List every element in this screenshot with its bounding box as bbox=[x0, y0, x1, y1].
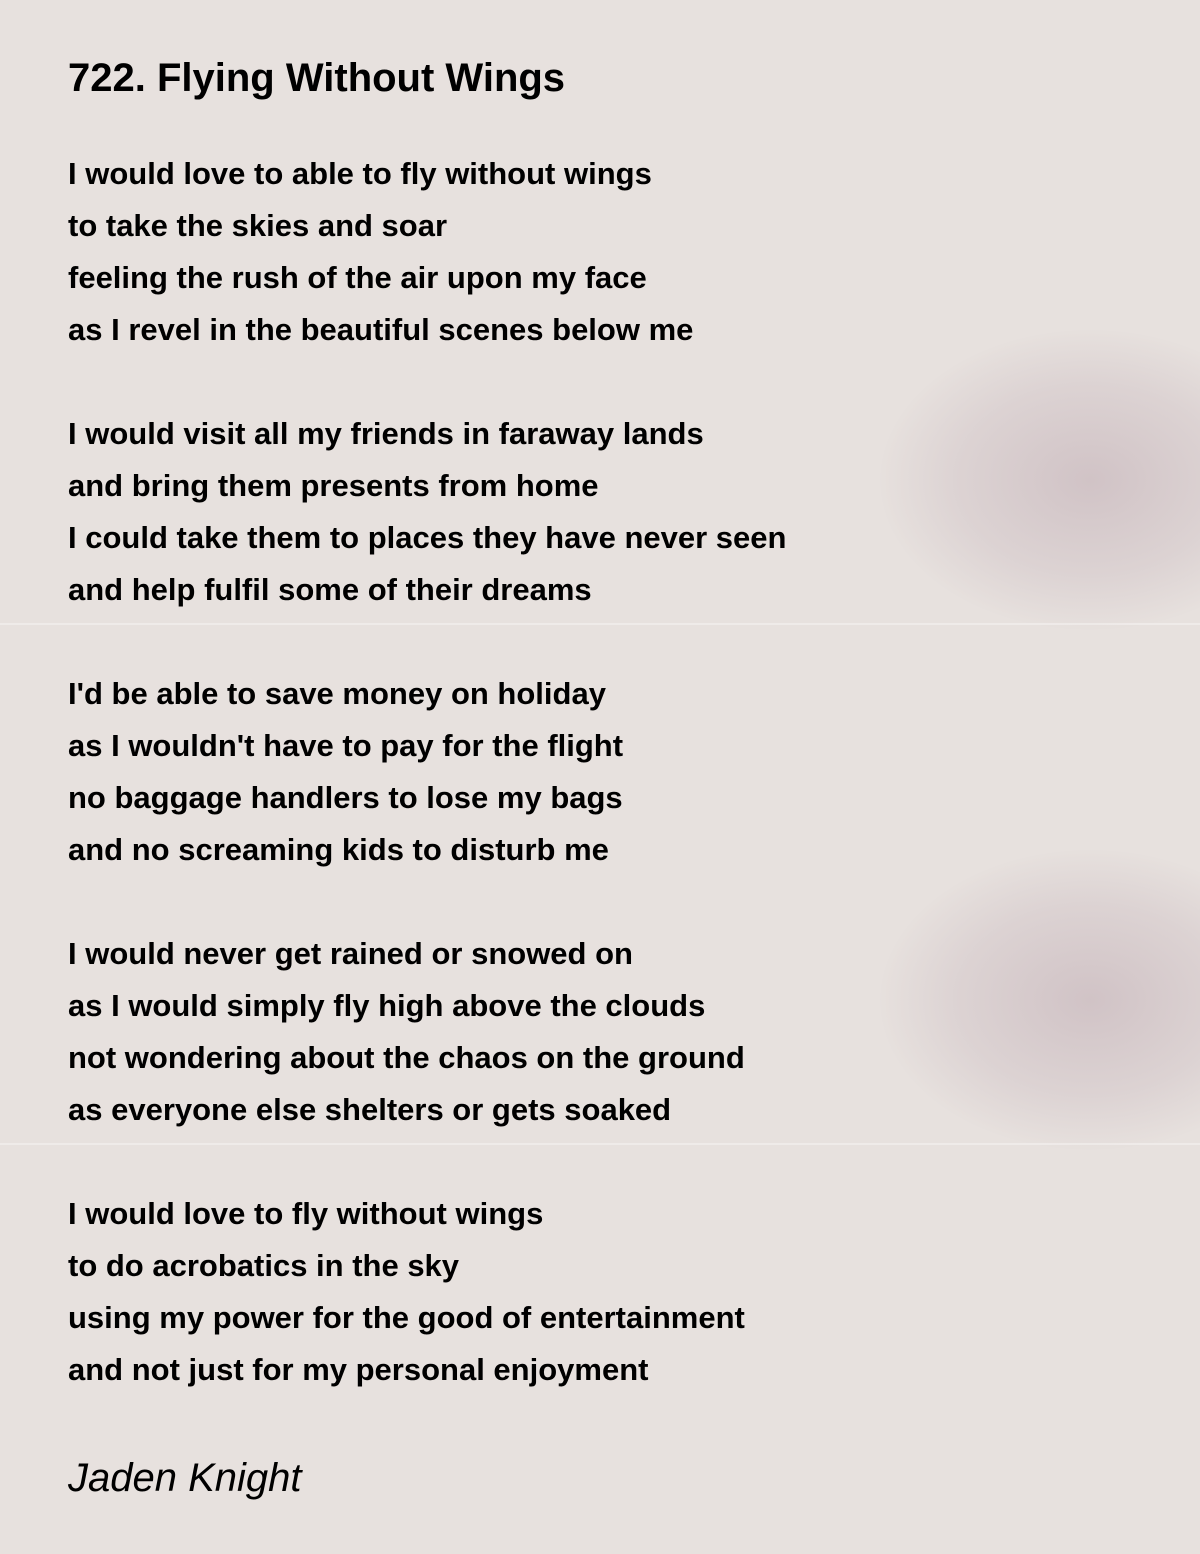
poem-line: I would visit all my friends in faraway lands bbox=[68, 416, 704, 451]
poem-line: and bring them presents from home bbox=[68, 468, 599, 503]
stanza bbox=[68, 928, 745, 1136]
background-seam bbox=[0, 1143, 1200, 1145]
poem-line: to take the skies and soar bbox=[68, 208, 448, 243]
poem-line: I would never get rained or snowed on bbox=[68, 936, 633, 971]
stanza bbox=[68, 668, 623, 876]
poem-line: to do acrobatics in the sky bbox=[68, 1248, 460, 1283]
poem-line: using my power for the good of entertainment bbox=[68, 1300, 745, 1335]
background-blot bbox=[880, 330, 1200, 630]
poem-line: as I wouldn't have to pay for the flight bbox=[68, 728, 624, 763]
stanza bbox=[68, 148, 693, 356]
poem-author: Jaden Knight bbox=[68, 1456, 302, 1500]
poem-line: and not just for my personal enjoyment bbox=[68, 1352, 649, 1387]
poem-line: I would love to fly without wings bbox=[68, 1196, 544, 1231]
poem-line: not wondering about the chaos on the ground bbox=[68, 1040, 745, 1075]
poem-line: no baggage handlers to lose my bags bbox=[68, 780, 623, 815]
poem-line: as everyone else shelters or gets soaked bbox=[68, 1092, 672, 1127]
poem-line: and help fulfil some of their dreams bbox=[68, 572, 592, 607]
stanza bbox=[68, 408, 786, 616]
poem-line: I could take them to places they have never seen bbox=[68, 520, 787, 555]
poem-line: as I would simply fly high above the clouds bbox=[68, 988, 706, 1023]
stanza bbox=[68, 1188, 745, 1396]
background-seam bbox=[0, 623, 1200, 625]
poem-line: as I revel in the beautiful scenes below me bbox=[68, 312, 694, 347]
poem-line: I would love to able to fly without wings bbox=[68, 156, 652, 191]
poem-title: 722. Flying Without Wings bbox=[68, 56, 566, 100]
poem-line: feeling the rush of the air upon my face bbox=[68, 260, 647, 295]
poem-line: and no screaming kids to disturb me bbox=[68, 832, 609, 867]
poem-line: I'd be able to save money on holiday bbox=[68, 676, 606, 711]
background-blot bbox=[880, 850, 1200, 1150]
